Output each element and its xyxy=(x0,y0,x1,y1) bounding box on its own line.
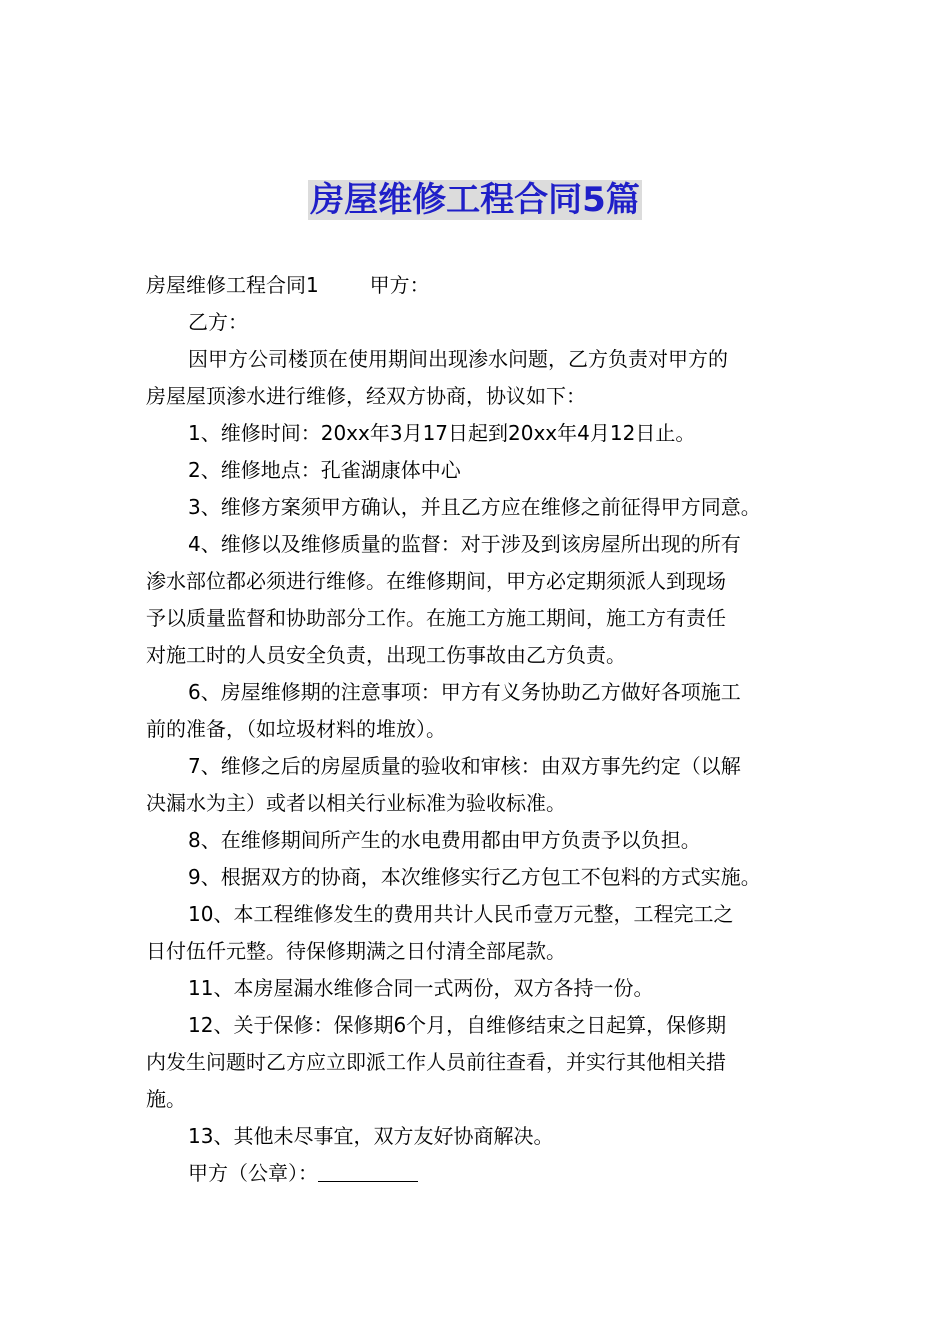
signature-row xyxy=(146,1155,818,1192)
signature-label: 甲方（公章）： xyxy=(188,1161,318,1185)
text-line: 房屋屋顶渗水进行维修，经双方协商，协议如下： xyxy=(146,384,586,408)
text-line: 房屋维修工程合同1 甲方： xyxy=(146,273,430,297)
text-line: 9、根据双方的协商，本次维修实行乙方包工不包料的方式实施。 xyxy=(188,865,761,889)
document-lines xyxy=(146,267,818,1155)
text-line: 3、维修方案须甲方确认，并且乙方应在维修之前征得甲方同意。 xyxy=(188,495,761,519)
text-line: 6、房屋维修期的注意事项：甲方有义务协助乙方做好各项施工 xyxy=(188,680,741,704)
text-line: 内发生问题时乙方应立即派工作人员前往查看，并实行其他相关措 xyxy=(146,1050,726,1074)
text-line: 11、本房屋漏水维修合同一式两份，双方各持一份。 xyxy=(188,976,654,1000)
text-line: 7、维修之后的房屋质量的验收和审核：由双方事先约定（以解 xyxy=(188,754,741,778)
text-line: 2、维修地点：孔雀湖康体中心 xyxy=(188,458,461,482)
text-line: 施。 xyxy=(146,1087,186,1111)
document-body xyxy=(146,267,818,1192)
text-line: 对施工时的人员安全负责，出现工伤事故由乙方负责。 xyxy=(146,643,626,667)
text-line: 决漏水为主）或者以相关行业标准为验收标准。 xyxy=(146,791,566,815)
text-line: 4、维修以及维修质量的监督：对于涉及到该房屋所出现的所有 xyxy=(188,532,741,556)
text-line: 13、其他未尽事宜，双方友好协商解决。 xyxy=(188,1124,554,1148)
text-line: 10、本工程维修发生的费用共计人民币壹万元整，工程完工之 xyxy=(188,902,734,926)
document-title xyxy=(0,176,950,224)
document-title-text: 房屋维修工程合同5篇 xyxy=(310,180,640,220)
text-line: 前的准备，（如垃圾材料的堆放）。 xyxy=(146,717,446,741)
text-line: 因甲方公司楼顶在使用期间出现渗水问题，乙方负责对甲方的 xyxy=(188,347,728,371)
text-line: 予以质量监督和协助部分工作。在施工方施工期间，施工方有责任 xyxy=(146,606,726,630)
text-line: 日付伍仟元整。待保修期满之日付清全部尾款。 xyxy=(146,939,566,963)
signature-blank xyxy=(318,1161,418,1182)
text-line: 渗水部位都必须进行维修。在维修期间，甲方必定期须派人到现场 xyxy=(146,569,726,593)
text-line: 8、在维修期间所产生的水电费用都由甲方负责予以负担。 xyxy=(188,828,701,852)
text-line: 12、关于保修：保修期6个月，自维修结束之日起算，保修期 xyxy=(188,1013,727,1037)
text-line: 乙方： xyxy=(188,310,248,334)
text-line: 1、维修时间：20xx年3月17日起到20xx年4月12日止。 xyxy=(188,421,696,445)
